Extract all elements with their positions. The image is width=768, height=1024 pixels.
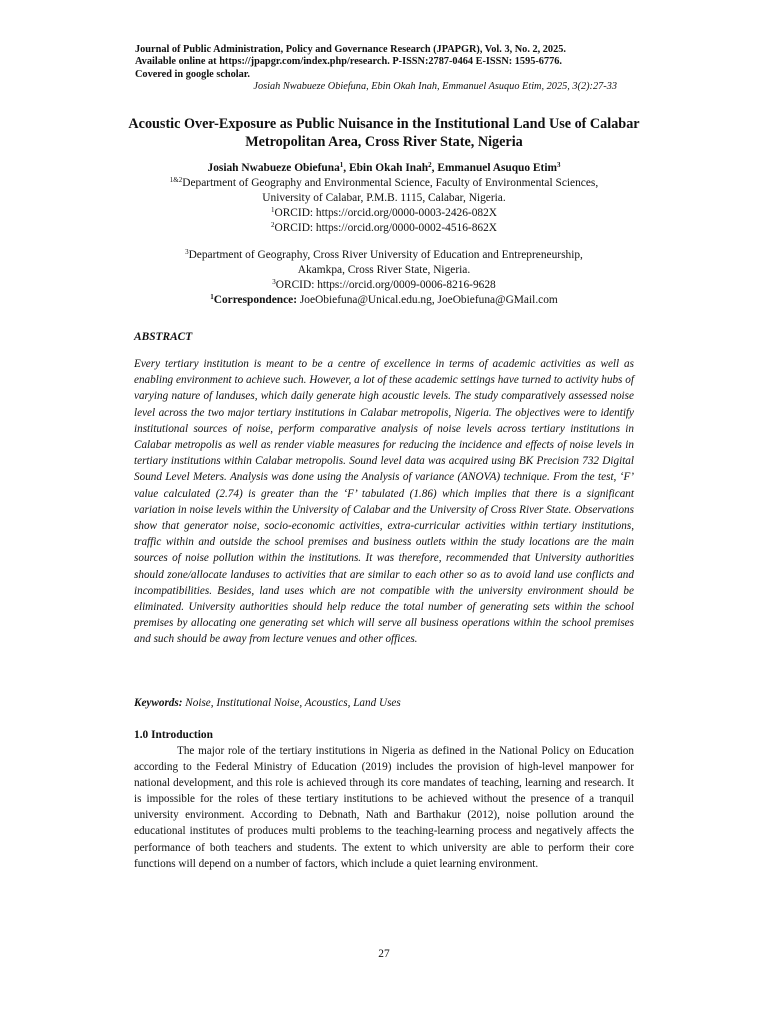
author-block: [120, 161, 648, 308]
affiliation-1-text-1: Department of Geography and Environmental Science, Faculty of Environmental Sciences,: [182, 177, 599, 189]
orcid-2: [120, 221, 648, 236]
correspondence-marker: 1: [210, 293, 214, 301]
correspondence: [120, 293, 648, 308]
orcid-1-marker: 1: [270, 206, 275, 214]
author-2-name: Ebin Okah Inah: [348, 162, 429, 174]
affiliation-3-line-1: [120, 248, 648, 263]
page-number: 27: [378, 948, 390, 960]
journal-header: [135, 44, 635, 93]
paper-title: Acoustic Over-Exposure as Public Nuisance in the Institutional Land Use of Calabar Metropolitan Area, Cross River State, Nigeria: [128, 116, 640, 150]
orcid-3-marker: 3: [272, 278, 276, 286]
correspondence-label: Correspondence:: [213, 294, 298, 306]
affiliation-3-line-2: Akamkpa, Cross River State, Nigeria.: [297, 264, 471, 276]
author-1-marker: 1: [339, 161, 344, 169]
orcid-3-text[interactable]: ORCID: https://orcid.org/0009-0006-8216-9628: [275, 279, 496, 291]
affiliation-1-marker: 1&2: [169, 176, 183, 184]
introduction-text: The major role of the tertiary institutions in Nigeria as defined in the National Policy on Education according to the Federal Ministry of Education (2019) includes the provision of high-level manpower for national development, and this role is achieved through its core mandates of teaching, learning and research. It is impossible for the roles of these tertiary institutions to be achieved without the presence of a tranquil university environment. According to Debnath, Nath and Barthakur (2012), noise pollution around the educational institutes of produces multi problems to the teaching-learning process and negatively affects the performance of both teachers and students. The extent to which university are able to perform their core functions will depend on a number of factors, which include a quiet learning environment.: [134, 745, 634, 870]
keywords-label: Keywords:: [134, 697, 183, 709]
affiliation-3-marker: 3: [185, 248, 189, 256]
author-2-marker: 2: [428, 161, 432, 169]
orcid-3: [120, 278, 648, 293]
orcid-2-text[interactable]: ORCID: https://orcid.org/0000-0002-4516-862X: [274, 222, 498, 234]
affiliation-1-line-2: University of Calabar, P.M.B. 1115, Calabar, Nigeria.: [262, 192, 506, 204]
journal-title-line: Journal of Public Administration, Policy and Governance Research (JPAPGR), Vol. 3, No. 2, 2025.: [135, 44, 566, 55]
author-3-name: Emmanuel Asuquo Etim: [437, 162, 557, 174]
author-names: Josiah Nwabueze Obiefuna$^1$, Ebin Okah Inah$^2$, Emmanuel Asuquo Etim$^3$: [207, 161, 561, 174]
orcid-1: [120, 206, 648, 221]
keywords: [134, 697, 401, 709]
author-3-marker: 3: [556, 161, 561, 169]
journal-indexing-line: Covered in google scholar.: [135, 68, 250, 80]
abstract-heading: ABSTRACT: [134, 331, 193, 343]
orcid-2-marker: 2: [270, 221, 275, 229]
correspondence-emails[interactable]: JoeObiefuna@Unical.edu.ng, JoeObiefuna@GMail.com: [297, 294, 558, 306]
journal-issn-line: Available online at https://jpapgr.com/index.php/research. P-ISSN:2787-0464 E-ISSN: 1595-6776.: [135, 56, 562, 68]
author-block-gap: [120, 236, 648, 248]
affiliation-3-text-1: Department of Geography, Cross River University of Education and Entrepreneurship,: [188, 249, 583, 261]
abstract-text: Every tertiary institution is meant to be a centre of excellence in terms of academic activities as well as enabling environment to achieve such. However, a lot of these academic settings have turned to activity hubs of varying nature of landuses, which daily generate high acoustic levels. The study comparatively assessed noise level across the two major tertiary institutions in Calabar metropolis, Nigeria. The objectives were to identify institutional sources of noise, perform comparative analysis of noise levels across tertiary institutions in Calabar metropolis as well as render viable measures for reducing the incidence and effects of noise levels in tertiary institutions within Calabar metropolis. Sound level data was acquired using BK Precision 732 Digital Sound Level Meters. Analysis was done using the Analysis of variance (ANOVA) technique. From the test, ‘F’ value calculated (2.74) is greater than the ‘F’ tabulated (1.86) which implies that there is a significant variation in noise levels within the University of Calabar and the University of Cross River State. Observations show that generator noise, socio-economic activities, extra-curricular activities within tertiary institutions, traffic within and outside the school premises and business outlets within the study locations are the main sources of noise pollution within the institutions. It was therefore, recommended that University authorities should zone/allocate landuses to activities that are similar to each other so as to avoid land use conflicts and incompatibilities. Besides, land uses which are not compatible with the university environment should be eliminated. University authorities should help reduce the total number of generating sets within the school premises by allocating one generating set which will serve all business operations within the school premises and such should be away from lecture venues and other offices.: [134, 358, 634, 646]
citation-line: Josiah Nwabueze Obiefuna, Ebin Okah Inah, Emmanuel Asuquo Etim, 2025, 3(2):27-33: [253, 80, 617, 92]
keywords-value: Noise, Institutional Noise, Acoustics, Land Uses: [182, 697, 401, 709]
orcid-1-text[interactable]: ORCID: https://orcid.org/0000-0003-2426-082X: [274, 207, 498, 219]
introduction-heading: 1.0 Introduction: [134, 729, 213, 741]
affiliation-1-line-1: [120, 176, 648, 191]
author-1-name: Josiah Nwabueze Obiefuna: [207, 162, 340, 174]
